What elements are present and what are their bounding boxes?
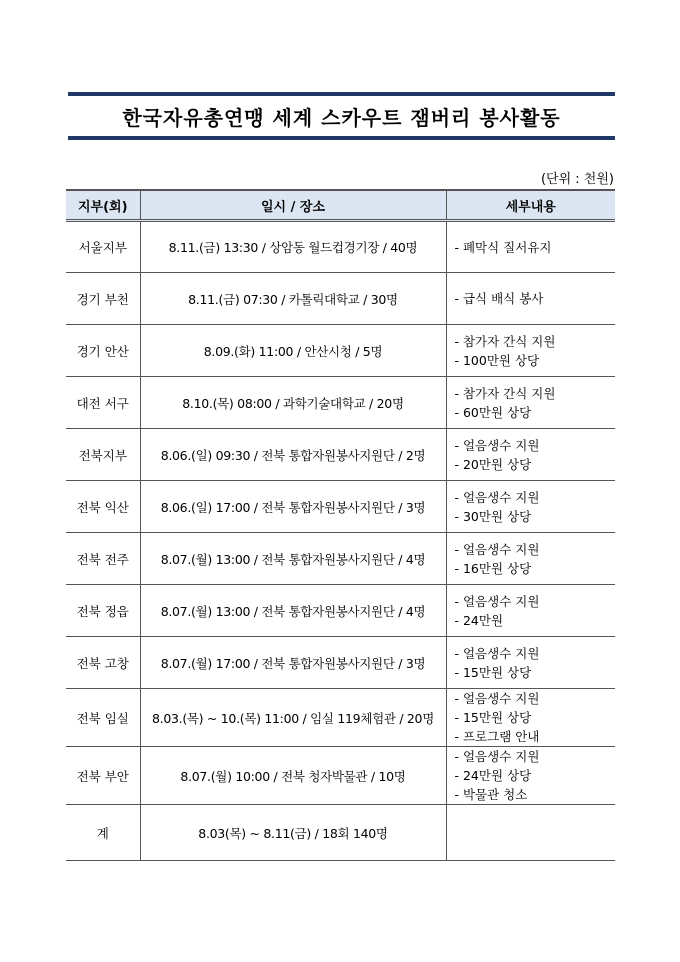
details-cell: [446, 533, 615, 585]
datetime-place-cell: 8.07.(월) 13:00 / 전북 통합자원봉사지원단 / 4명: [140, 533, 446, 585]
detail-line: - 얼음생수 지원: [454, 691, 540, 706]
detail-line: - 얼음생수 지원: [454, 541, 540, 557]
table-row: [66, 481, 615, 533]
detail-line: - 16만원 상당: [454, 560, 532, 576]
datetime-place-cell: 8.11.(금) 13:30 / 상암동 월드컵경기장 / 40명: [140, 221, 446, 273]
table-row: [66, 273, 615, 325]
table-row: [66, 377, 615, 429]
details-cell: [446, 481, 615, 533]
detail-line: - 24만원 상당: [454, 768, 532, 783]
datetime-place-cell: 8.11.(금) 07:30 / 카톨릭대학교 / 30명: [140, 273, 446, 325]
branch-cell: 전북 익산: [66, 481, 140, 533]
branch-cell: 대전 서구: [66, 377, 140, 429]
branch-cell: 전북 고창: [66, 637, 140, 689]
detail-line: - 얼음생수 지원: [454, 645, 540, 661]
detail-line: - 프로그램 안내: [454, 729, 540, 744]
detail-line: - 참가자 간식 지원: [454, 333, 556, 349]
branch-cell: 전북 부안: [66, 747, 140, 805]
header-datetime-place: 일시 / 장소: [140, 190, 446, 221]
details-cell: [446, 273, 615, 325]
total-label: 계: [66, 805, 140, 861]
total-datetime-place: 8.03(목) ~ 8.11(금) / 18회 140명: [140, 805, 446, 861]
detail-line: - 박물관 청소: [454, 787, 528, 802]
details-cell: [446, 377, 615, 429]
detail-line: - 참가자 간식 지원: [454, 385, 556, 401]
table-row: [66, 325, 615, 377]
branch-cell: 전북 임실: [66, 689, 140, 747]
details-cell: [446, 325, 615, 377]
detail-line: - 얼음생수 지원: [454, 489, 540, 505]
details-cell: [446, 747, 615, 805]
datetime-place-cell: 8.10.(목) 08:00 / 과학기술대학교 / 20명: [140, 377, 446, 429]
details-cell: [446, 637, 615, 689]
details-cell: [446, 429, 615, 481]
detail-line: - 얼음생수 지원: [454, 437, 540, 453]
detail-line: - 폐막식 질서유지: [454, 239, 552, 255]
table-row: [66, 585, 615, 637]
details-cell: [446, 585, 615, 637]
branch-cell: 전북 전주: [66, 533, 140, 585]
detail-line: - 얼음생수 지원: [454, 749, 540, 764]
detail-line: - 급식 배식 봉사: [454, 291, 544, 306]
activity-table: [66, 189, 615, 861]
detail-line: - 24만원: [454, 612, 504, 628]
detail-line: - 15만원 상당: [454, 710, 532, 725]
detail-line: - 100만원 상당: [454, 352, 540, 368]
title-box: [68, 92, 615, 140]
datetime-place-cell: 8.06.(일) 09:30 / 전북 통합자원봉사지원단 / 2명: [140, 429, 446, 481]
table-row: [66, 533, 615, 585]
branch-cell: 서울지부: [66, 221, 140, 273]
branch-cell: 경기 안산: [66, 325, 140, 377]
table-row: [66, 637, 615, 689]
datetime-place-cell: 8.06.(일) 17:00 / 전북 통합자원봉사지원단 / 3명: [140, 481, 446, 533]
detail-line: - 20만원 상당: [454, 456, 532, 472]
branch-cell: 전북지부: [66, 429, 140, 481]
header-branch: 지부(회): [66, 190, 140, 221]
total-row: [66, 805, 615, 861]
datetime-place-cell: 8.09.(화) 11:00 / 안산시청 / 5명: [140, 325, 446, 377]
table-row: [66, 429, 615, 481]
page-title: 한국자유총연맹 세계 스카우트 잼버리 봉사활동: [122, 105, 561, 130]
branch-cell: 경기 부천: [66, 273, 140, 325]
unit-label: (단위 : 천원): [540, 172, 614, 187]
datetime-place-cell: 8.07.(월) 13:00 / 전북 통합자원봉사지원단 / 4명: [140, 585, 446, 637]
table-row: [66, 747, 615, 805]
datetime-place-cell: 8.07.(월) 10:00 / 전북 청자박물관 / 10명: [140, 747, 446, 805]
header-details: 세부내용: [446, 190, 615, 221]
detail-line: - 30만원 상당: [454, 508, 532, 524]
detail-line: - 얼음생수 지원: [454, 593, 540, 609]
detail-line: - 15만원 상당: [454, 664, 532, 680]
details-cell: [446, 221, 615, 273]
branch-cell: 전북 정읍: [66, 585, 140, 637]
table-header-row: [66, 190, 615, 221]
table-row: [66, 689, 615, 747]
total-details: [446, 805, 615, 861]
datetime-place-cell: 8.07.(월) 17:00 / 전북 통합자원봉사지원단 / 3명: [140, 637, 446, 689]
detail-line: - 60만원 상당: [454, 404, 532, 420]
table-row: [66, 221, 615, 273]
datetime-place-cell: 8.03.(목) ~ 10.(목) 11:00 / 임실 119체험관 / 20명: [140, 689, 446, 747]
details-cell: [446, 689, 615, 747]
